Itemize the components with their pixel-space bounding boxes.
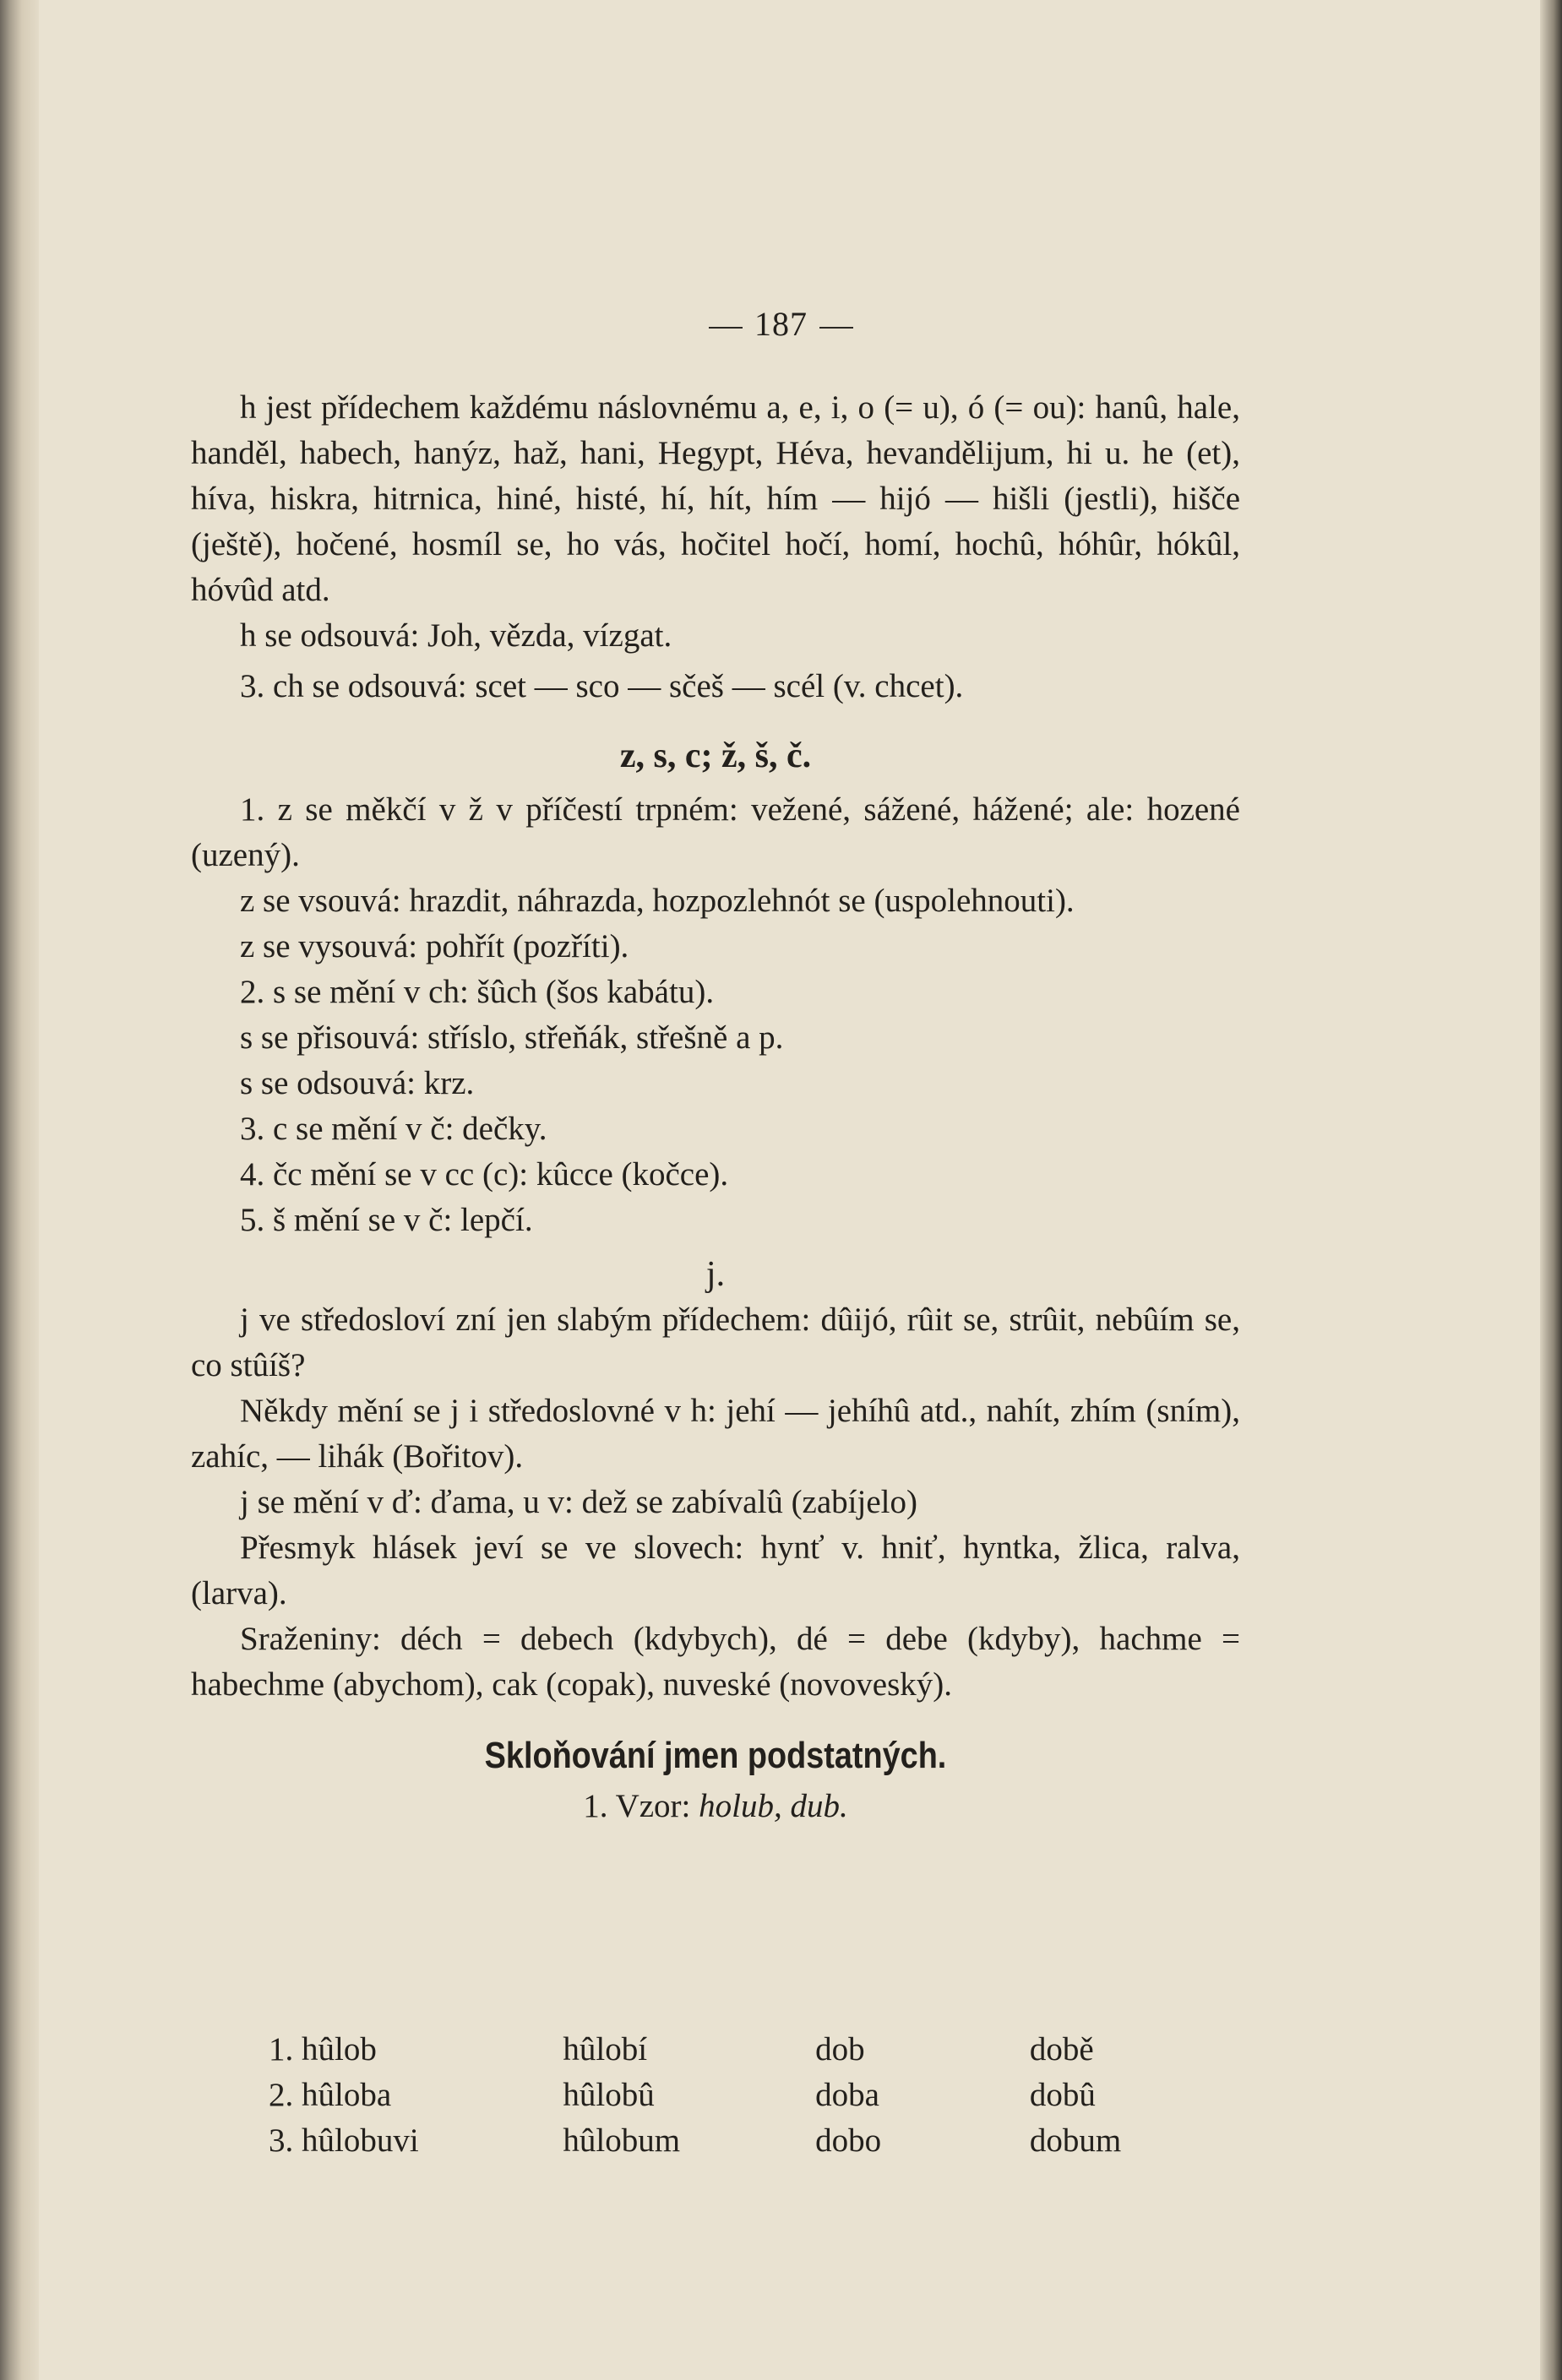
declension-row — [269, 2073, 1198, 2118]
j-heading: j. — [705, 1255, 726, 1294]
j-line: j se mění v ď: ďama, u v: dež se zabívalû (zabíjelo) — [240, 1484, 917, 1520]
h-paragraph-1: h jest přídechem každému náslovnému a, e, i, o (= u), ó (= ou): hanû, hale, handěl, habech, hanýz, haž, hani, Hegypt, Héva, hevandělijum, hi u. he (et), híva, hiskra, hitrnica, hiné, histé, hí, hít, hím — hijó — hišli (jestli), hišče (ještě), hočené, hosmíl se, ho vás, hočitel hočí, homí, hochû, hóhûr, hókûl, hóvûd atd. — [191, 389, 1240, 608]
j-line: Někdy mění se j i středoslovné v h: jehí — jehíhû atd., nahít, zhím (sním), zahíc, — lihák (Bořitov). — [191, 1393, 1240, 1475]
declension-cell: dob — [815, 2031, 865, 2068]
page-number: 187 — [754, 305, 808, 343]
declension-cell: dobum — [1029, 2122, 1122, 2159]
declension-cell: hûlobum — [563, 2122, 681, 2159]
vzor-label: 1. Vzor: — [583, 1788, 691, 1824]
zsc-line: 2. s se mění v ch: šûch (šos kabátu). — [240, 974, 715, 1010]
vzor-words: holub, dub. — [699, 1788, 848, 1824]
j-line: Přesmyk hlásek jeví se ve slovech: hynť v. hniť, hyntka, žlica, ralva, (larva). — [191, 1530, 1240, 1611]
declension-cell: 2. hûloba — [269, 2077, 392, 2113]
declension-cell: dobû — [1029, 2077, 1096, 2113]
declension-row — [269, 2118, 1198, 2164]
declension-cell: 3. hûlobuvi — [269, 2122, 419, 2159]
ch-paragraph: 3. ch se odsouvá: scet — sco — sčeš — scél (v. chcet). — [240, 668, 964, 704]
vzor-line — [191, 1784, 1240, 1829]
page-body — [191, 385, 1240, 1829]
zsc-line: z se vsouvá: hrazdit, náhrazda, hozpozlehnót se (uspolehnouti). — [240, 883, 1075, 919]
declension-cell: dobo — [815, 2122, 882, 2159]
declension-cell: době — [1029, 2031, 1094, 2068]
page-number-header — [0, 304, 1562, 344]
declension-table — [269, 2027, 1198, 2164]
zsc-line: s se odsouvá: krz. — [240, 1065, 475, 1101]
zsc-line: s se přisouvá: stříslo, střeňák, střešně a p. — [240, 1019, 784, 1056]
j-line: j ve středosloví zní jen slabým přídechem: dûijó, rûit se, strûit, nebûím se, co stûíš? — [191, 1301, 1240, 1383]
h-paragraph-2: h se odsouvá: Joh, vězda, vízgat. — [240, 617, 672, 654]
dash-left — [709, 327, 743, 329]
declension-cell: 1. hûlob — [269, 2031, 377, 2068]
declension-cell: hûlobû — [563, 2077, 655, 2113]
zsc-line: 5. š mění se v č: lepčí. — [240, 1202, 533, 1238]
dash-right — [819, 327, 853, 329]
zsc-line: 3. c se mění v č: dečky. — [240, 1111, 547, 1147]
zsc-heading: z, s, c; ž, š, č. — [619, 736, 812, 775]
zsc-line: 1. z se měkčí v ž v příčestí trpném: vežené, sážené, hážené; ale: hozené (uzený). — [191, 791, 1240, 873]
zsc-line: 4. čc mění se v cc (c): kûcce (kočce). — [240, 1156, 729, 1193]
declension-title: Skloňování jmen podstatných. — [484, 1735, 947, 1776]
declension-cell: hûlobí — [563, 2031, 648, 2068]
j-line: Sraženiny: déch = debech (kdybych), dé = debe (kdyby), hachme = habechme (abychom), cak (copak), nuveské (novoveský). — [191, 1621, 1240, 1703]
declension-row — [269, 2027, 1198, 2073]
declension-cell: doba — [815, 2077, 879, 2113]
zsc-line: z se vysouvá: pohřít (pozříti). — [240, 928, 629, 964]
